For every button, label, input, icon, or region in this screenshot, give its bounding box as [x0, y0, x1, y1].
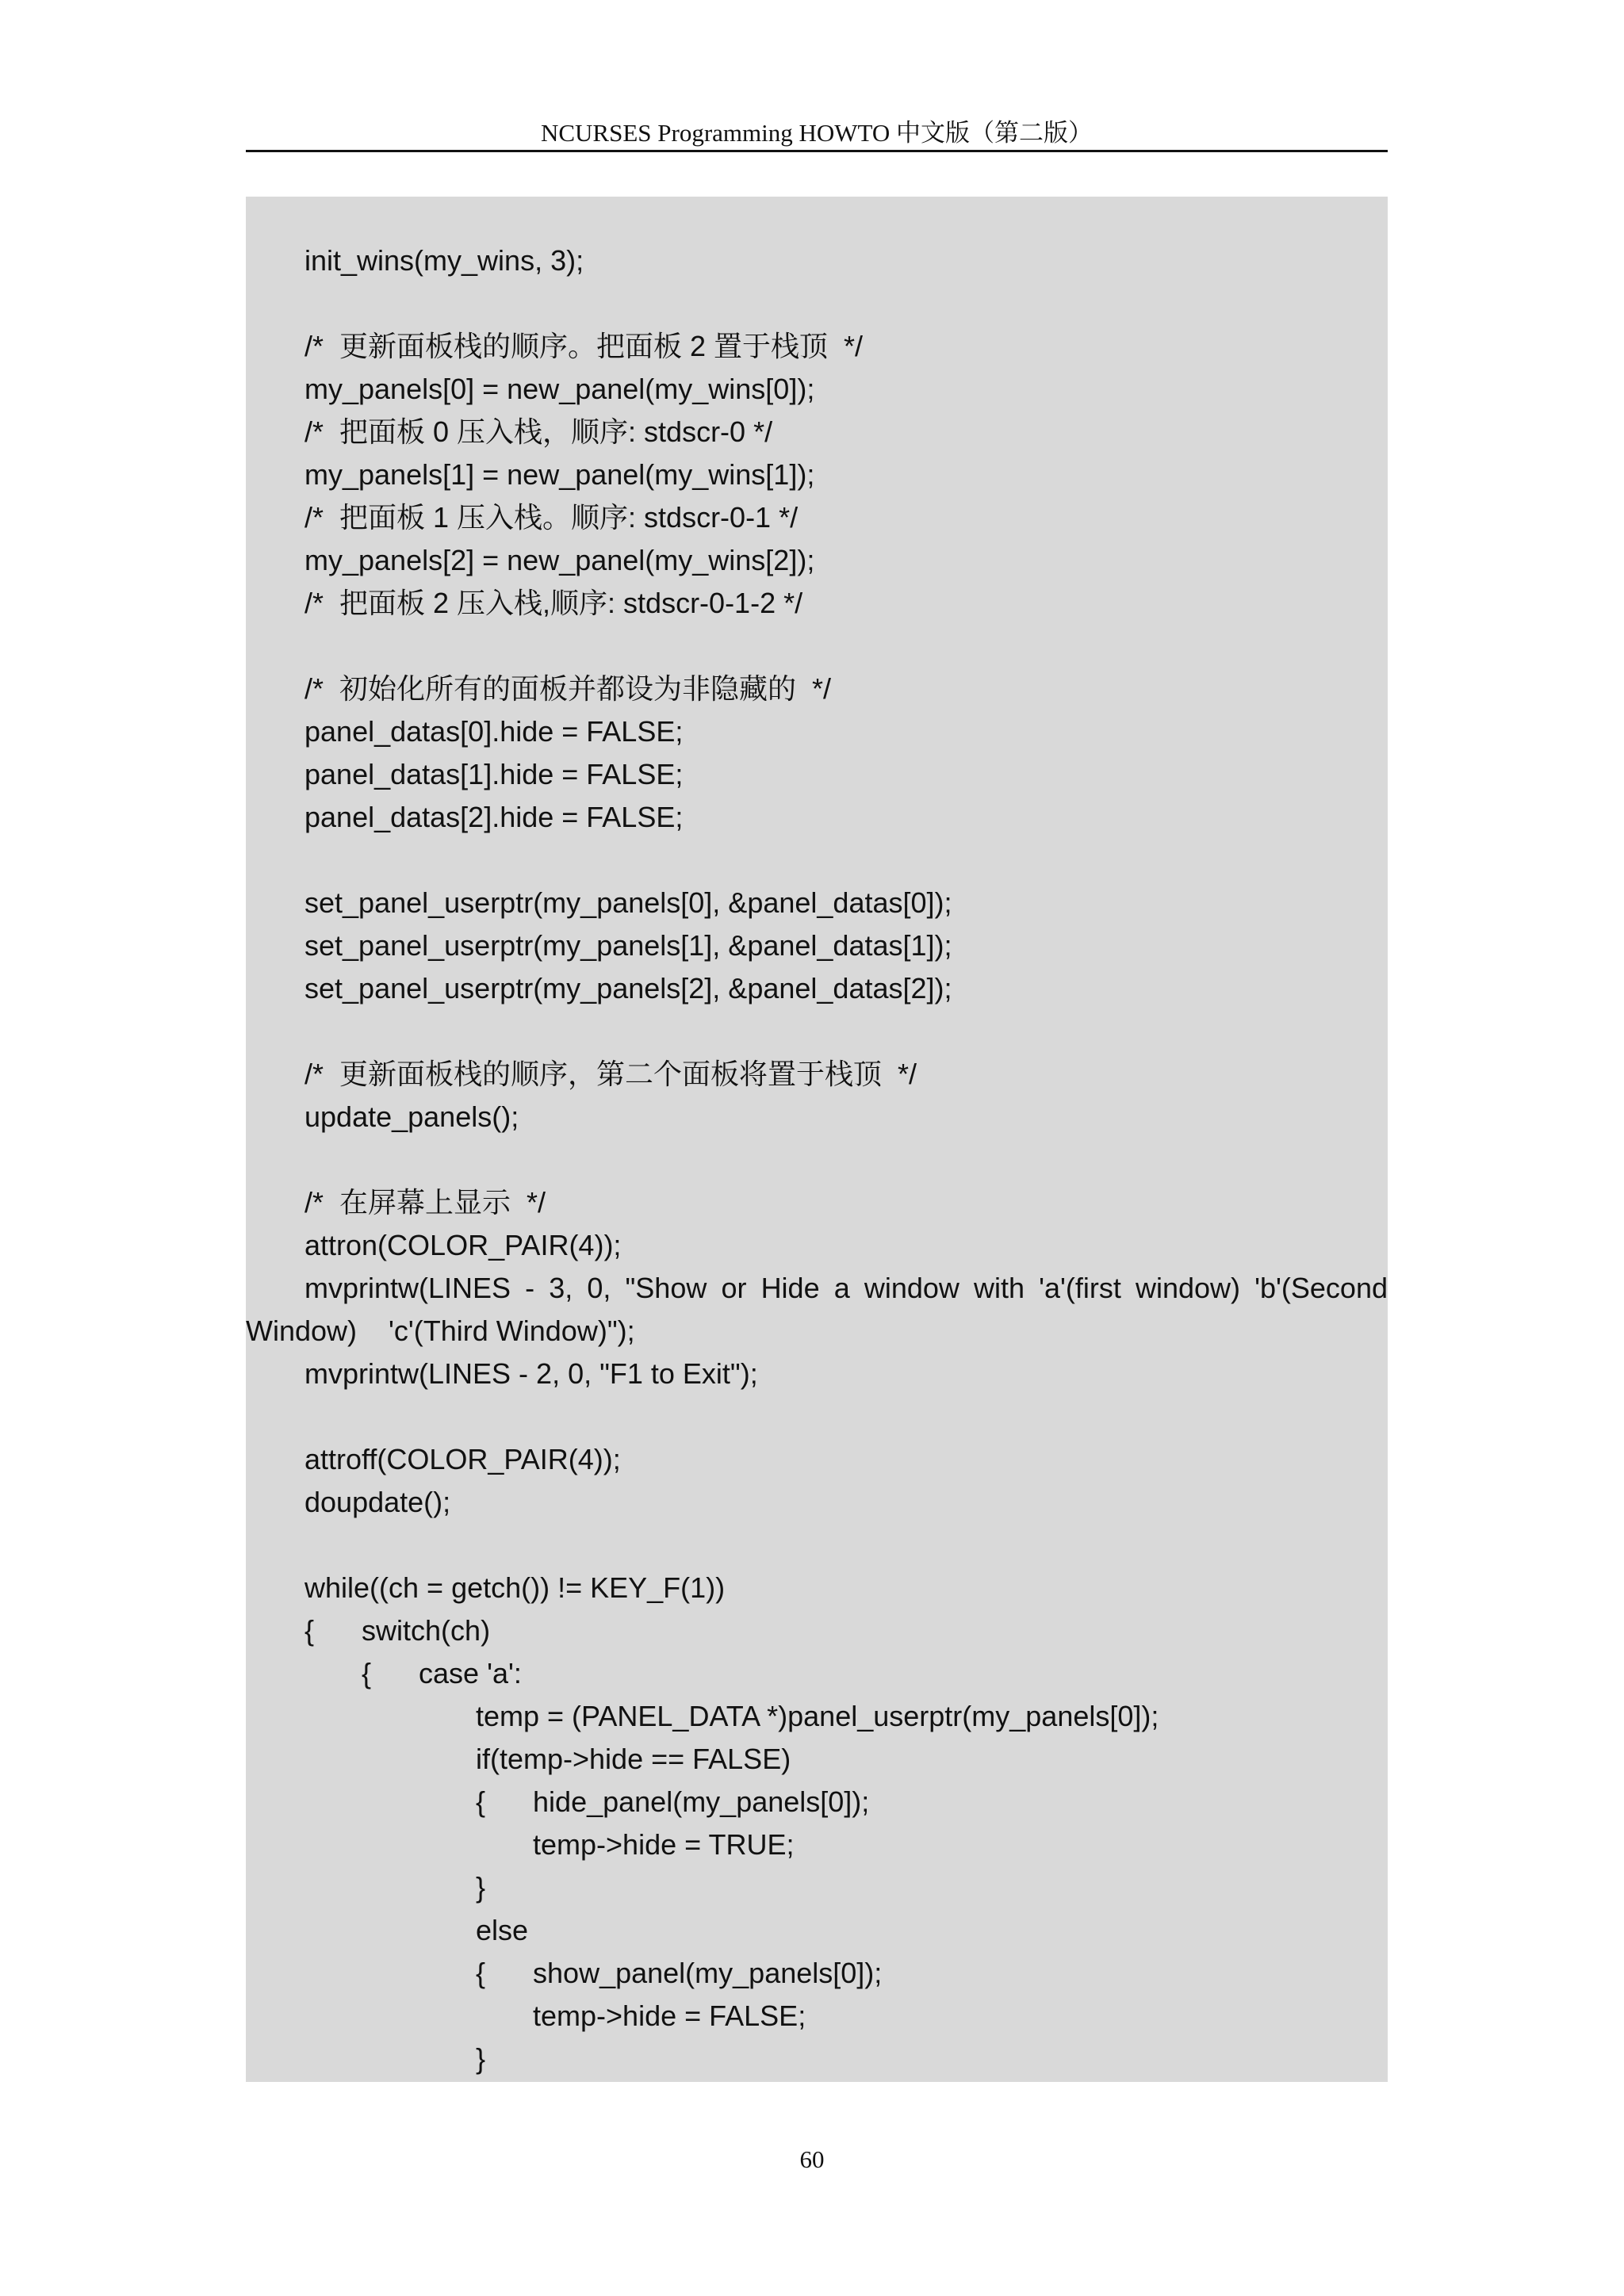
code-line: } [476, 1871, 486, 1904]
code-line: /* 把面板 0 压入栈，顺序: stdscr-0 */ [304, 415, 773, 448]
code-line: temp->hide = FALSE; [533, 1999, 806, 2032]
code-line: if(temp->hide == FALSE) [476, 1743, 791, 1775]
blank-line [304, 1138, 1388, 1181]
code-line: /* 更新面板栈的顺序，第二个面板将置于栈顶 */ [304, 1058, 917, 1090]
code-line: { hide_panel(my_panels[0]); [476, 1785, 870, 1818]
header-rule [246, 150, 1388, 152]
code-line: /* 在屏幕上显示 */ [304, 1186, 546, 1219]
code-line: doupdate(); [304, 1486, 451, 1518]
code-line: /* 更新面板栈的顺序。把面板 2 置于栈顶 */ [304, 330, 864, 362]
code-block [246, 197, 1388, 2082]
code-line: temp = (PANEL_DATA *)panel_userptr(my_panels[0]); [476, 1700, 1159, 1732]
code-line: my_panels[1] = new_panel(my_wins[1]); [304, 458, 815, 491]
blank-line [304, 625, 1388, 668]
code-line: attron(COLOR_PAIR(4)); [304, 1229, 622, 1261]
code-line: set_panel_userptr(my_panels[0], &panel_datas[0]); [304, 886, 952, 919]
page-number: 60 [799, 2145, 825, 2173]
code-line: set_panel_userptr(my_panels[2], &panel_datas[2]); [304, 972, 952, 1004]
blank-line [304, 839, 1388, 882]
code-line: panel_datas[2].hide = FALSE; [304, 801, 684, 833]
code-line: else [476, 1914, 529, 1946]
code-line: set_panel_userptr(my_panels[1], &panel_datas[1]); [304, 929, 952, 962]
blank-line [304, 1010, 1388, 1053]
code-line: /* 把面板 2 压入栈,顺序: stdscr-0-1-2 */ [304, 587, 803, 619]
code-line: attroff(COLOR_PAIR(4)); [304, 1443, 621, 1475]
code-line: update_panels(); [304, 1100, 519, 1133]
code-line: { switch(ch) [304, 1614, 491, 1647]
code-line: mvprintw(LINES - 3, 0, "Show or Hide a window with 'a'(first window) 'b'(Second [304, 1272, 1388, 1304]
page-header: NCURSES Programming HOWTO 中文版（第二版） [540, 119, 1094, 147]
code-line: { show_panel(my_panels[0]); [476, 1957, 883, 1989]
code-line: { case 'a': [362, 1657, 522, 1689]
code-line: init_wins(my_wins, 3); [304, 244, 584, 277]
code-line: temp->hide = TRUE; [533, 1828, 795, 1861]
code-line: my_panels[0] = new_panel(my_wins[0]); [304, 373, 815, 405]
code-line: my_panels[2] = new_panel(my_wins[2]); [304, 544, 815, 576]
code-line: /* 初始化所有的面板并都设为非隐藏的 */ [304, 672, 832, 705]
code-line: while((ch = getch()) != KEY_F(1)) [304, 1571, 726, 1604]
code-line: panel_datas[1].hide = FALSE; [304, 758, 684, 790]
code-line: /* 把面板 1 压入栈。顺序: stdscr-0-1 */ [304, 501, 799, 534]
code-line: } [476, 2042, 486, 2075]
blank-line [304, 1524, 1388, 1567]
blank-line [304, 1395, 1388, 1438]
code-line: Window) 'c'(Third Window)"); [246, 1314, 635, 1347]
code-line: mvprintw(LINES - 2, 0, "F1 to Exit"); [304, 1357, 758, 1390]
blank-line [304, 282, 1388, 325]
code-line: panel_datas[0].hide = FALSE; [304, 715, 684, 748]
